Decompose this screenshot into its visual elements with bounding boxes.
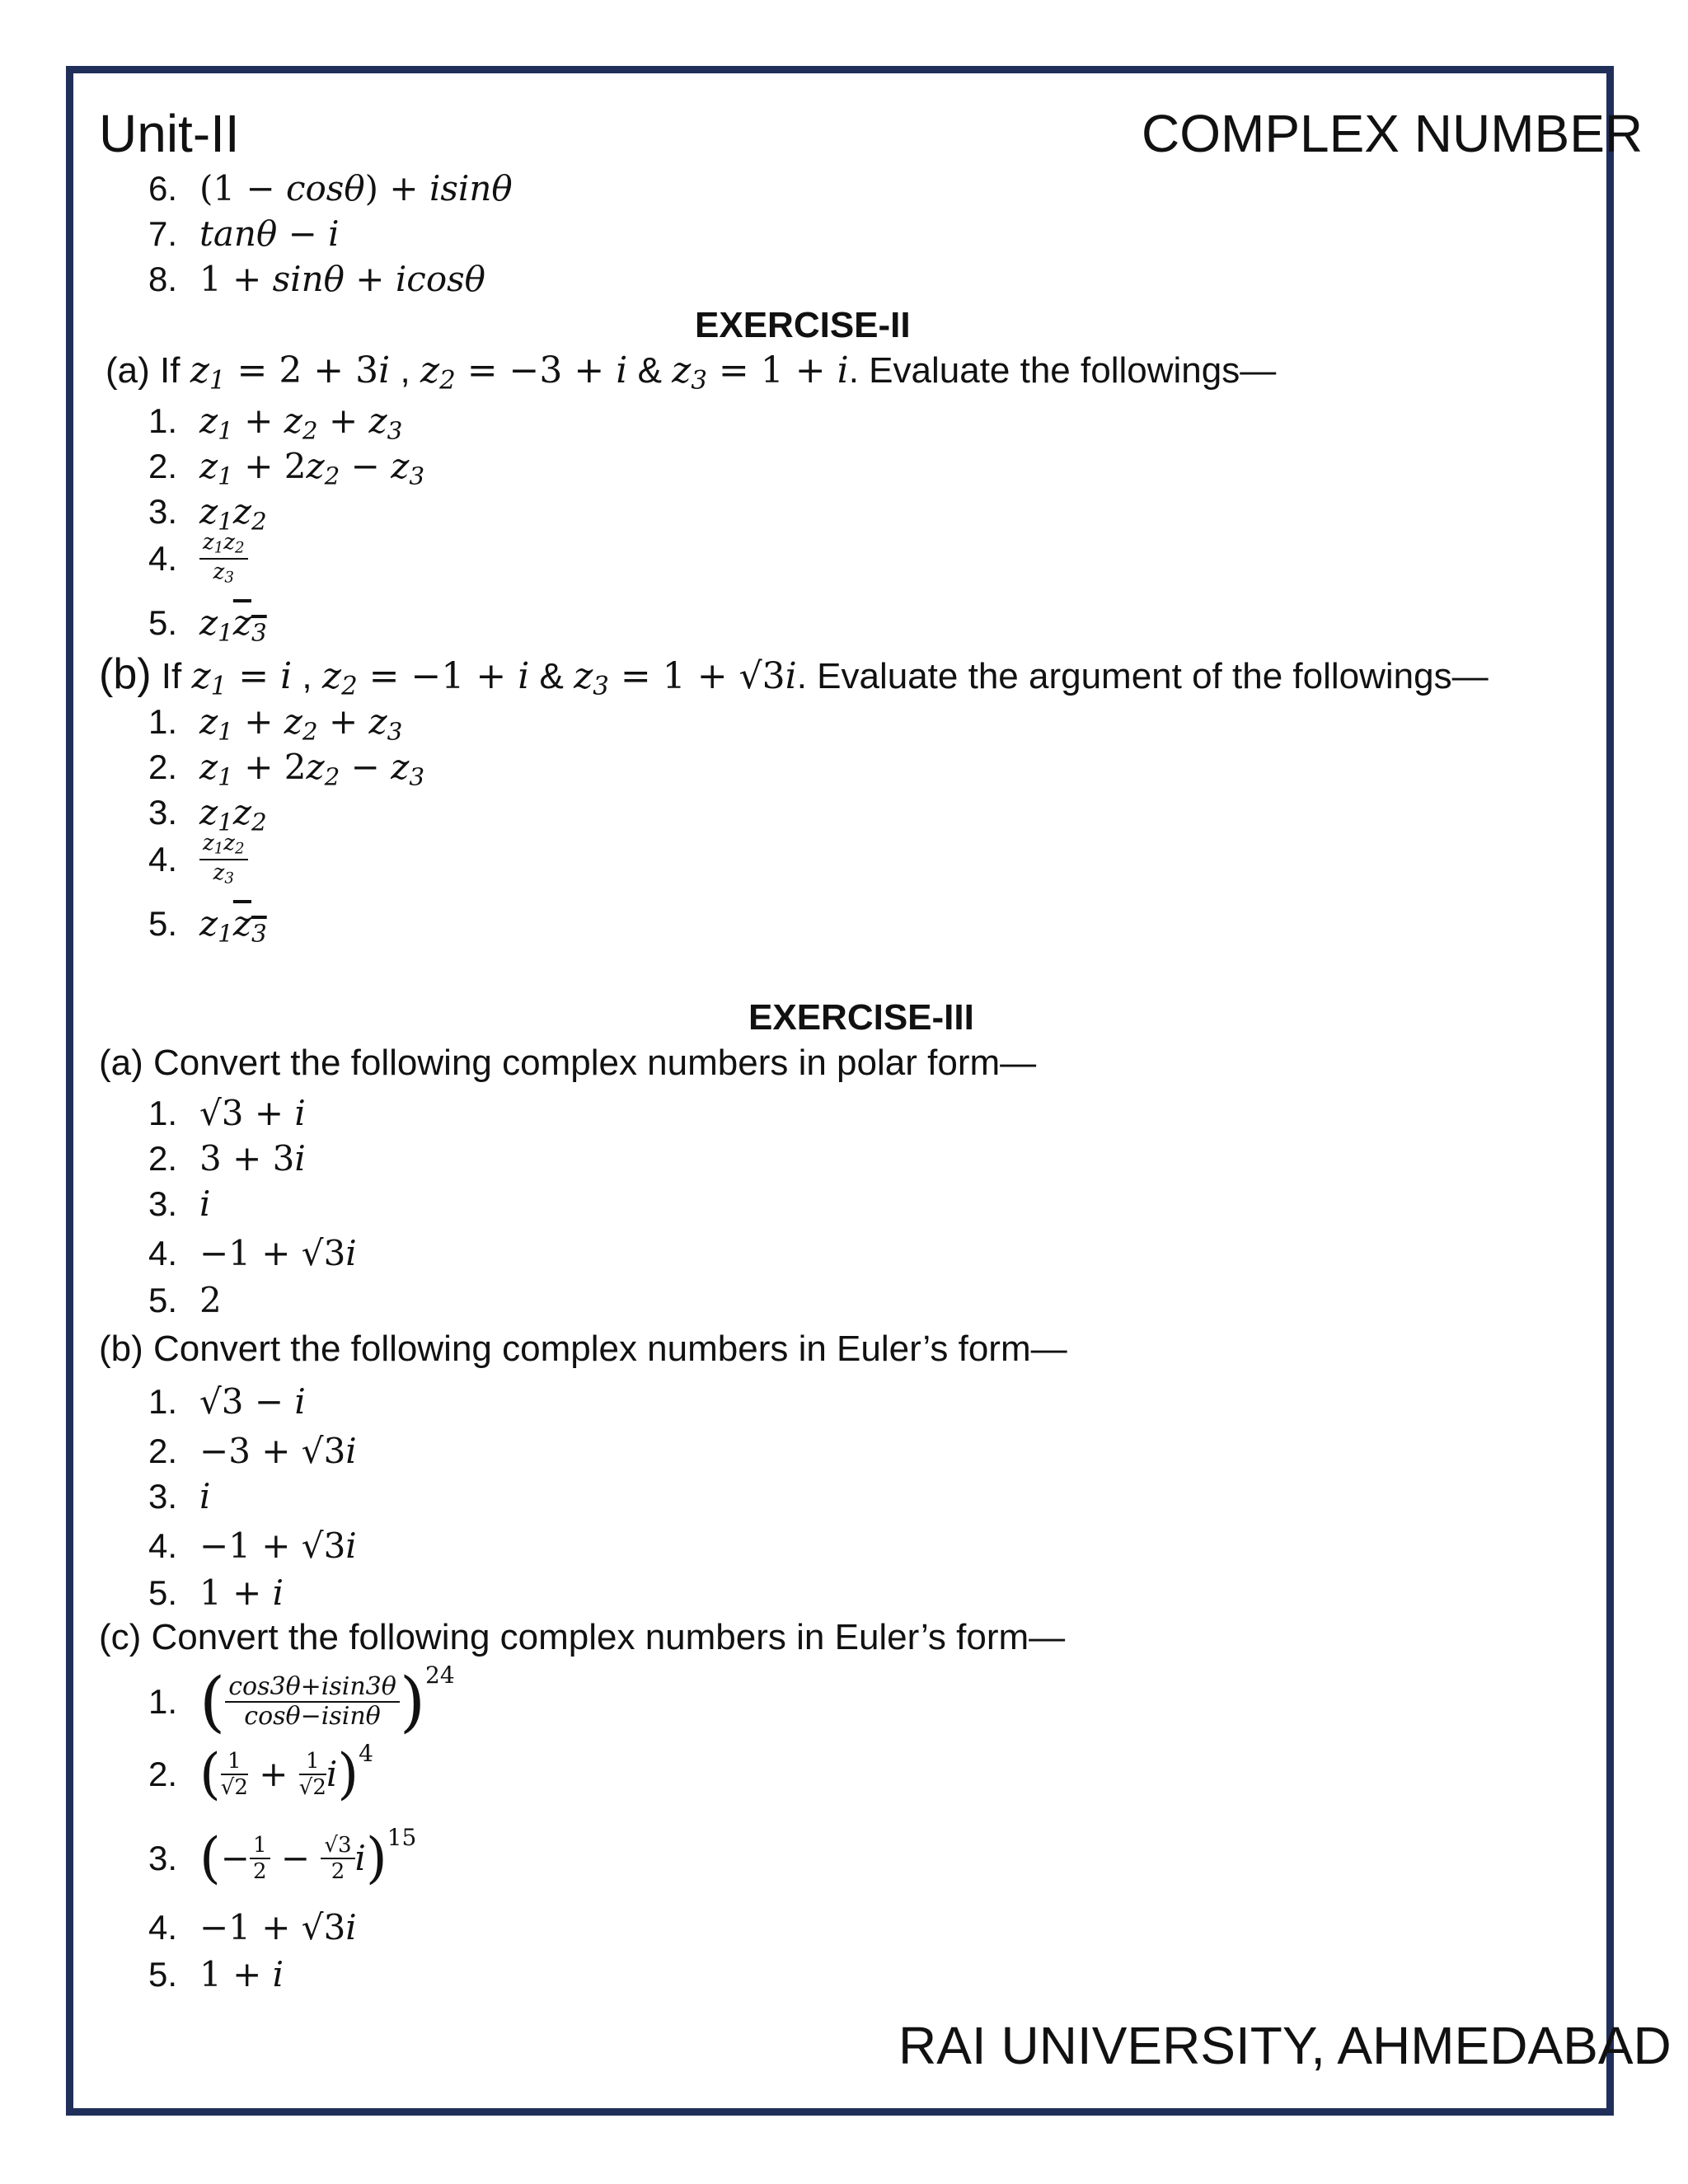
list-item: 4. −1 + √3i bbox=[148, 1233, 357, 1273]
exercise-3a-intro: (a) Convert the following complex numbers in polar form— bbox=[99, 1043, 1037, 1083]
topic-title: COMPLEX NUMBER bbox=[1142, 104, 1643, 163]
exercise-2-title: EXERCISE-II bbox=[695, 305, 911, 345]
list-item: 5. 1 + i bbox=[148, 1572, 284, 1613]
list-item: 1. $z_1 + z_2 + z_3$ bbox=[148, 701, 403, 746]
list-item: 2. $z_1 + 2z_2 - z_3$ bbox=[148, 446, 425, 490]
list-item: 1. √3 + i bbox=[148, 1093, 306, 1133]
exercise-2b-intro: (b) If $z_1 = i$ , $z_2 = -1 + i$ & $z_3 = 1 + √3i$. Evaluate the argument of the followings— bbox=[99, 650, 1489, 701]
list-item: 5. $z_1z_3$ bbox=[148, 903, 267, 948]
list-item: 5. $z_1z_3$ bbox=[148, 602, 267, 647]
exercise-3c-intro: (c) Convert the following complex numbers in Euler’s form— bbox=[99, 1617, 1066, 1657]
list-item: 5. 2 bbox=[148, 1280, 222, 1320]
list-item: 1. $z_1 + z_2 + z_3$ bbox=[148, 401, 403, 445]
list-item: 3. (− $\frac{1}{2}$ − $\frac{√3}{2}$ i)$^{15}$ bbox=[148, 1824, 417, 1890]
list-item: 6. (1 − cosθ) + isinθ bbox=[148, 168, 513, 209]
exercise-3b-intro: (b) Convert the following complex numbers in Euler’s form— bbox=[99, 1329, 1067, 1369]
list-item: 4. −1 + √3i bbox=[148, 1526, 357, 1566]
list-item: 3. i bbox=[148, 1183, 211, 1224]
list-item: 5. 1 + i bbox=[148, 1954, 284, 1994]
list-item: 2. −3 + √3i bbox=[148, 1431, 357, 1471]
list-item: 3. $z_1z_2$ bbox=[148, 792, 267, 837]
list-item: 1. ( $\frac{\cos 3\theta+isin3\theta}{\cos\theta-isin\theta}$ )$^{24}$ bbox=[148, 1661, 455, 1740]
list-item: 2. 3 + 3i bbox=[148, 1138, 306, 1179]
list-item: 4. $\frac{z_1z_2}{z_3}$ bbox=[148, 832, 248, 887]
list-item: 4. −1 + √3i bbox=[148, 1907, 357, 1947]
list-item: 3. i bbox=[148, 1476, 211, 1516]
list-item: 4. $\frac{z_1z_2}{z_3}$ bbox=[148, 532, 248, 586]
list-item: 2. $z_1 + 2z_2 - z_3$ bbox=[148, 747, 425, 791]
list-item: 1. √3 − i bbox=[148, 1381, 306, 1422]
exercise-3-title: EXERCISE-III bbox=[748, 997, 974, 1038]
university-footer: RAI UNIVERSITY, AHMEDABAD bbox=[898, 2016, 1672, 2075]
list-item: 7. tanθ − i bbox=[148, 213, 340, 254]
list-item: 3. $z_1z_2$ bbox=[148, 491, 267, 536]
list-item: 2. ( $\frac{1}{√2}$ + $\frac{1}{√2}$ i)$^4$ bbox=[148, 1740, 373, 1806]
unit-label: Unit-II bbox=[99, 104, 240, 163]
exercise-2a-intro: (a) If $z_1 = 2 + 3i$ , $z_2 = -3 + i$ & $z_3 = 1 + i$. Evaluate the followings— bbox=[106, 349, 1277, 396]
list-item: 8. 1 + sinθ + icosθ bbox=[148, 259, 485, 299]
